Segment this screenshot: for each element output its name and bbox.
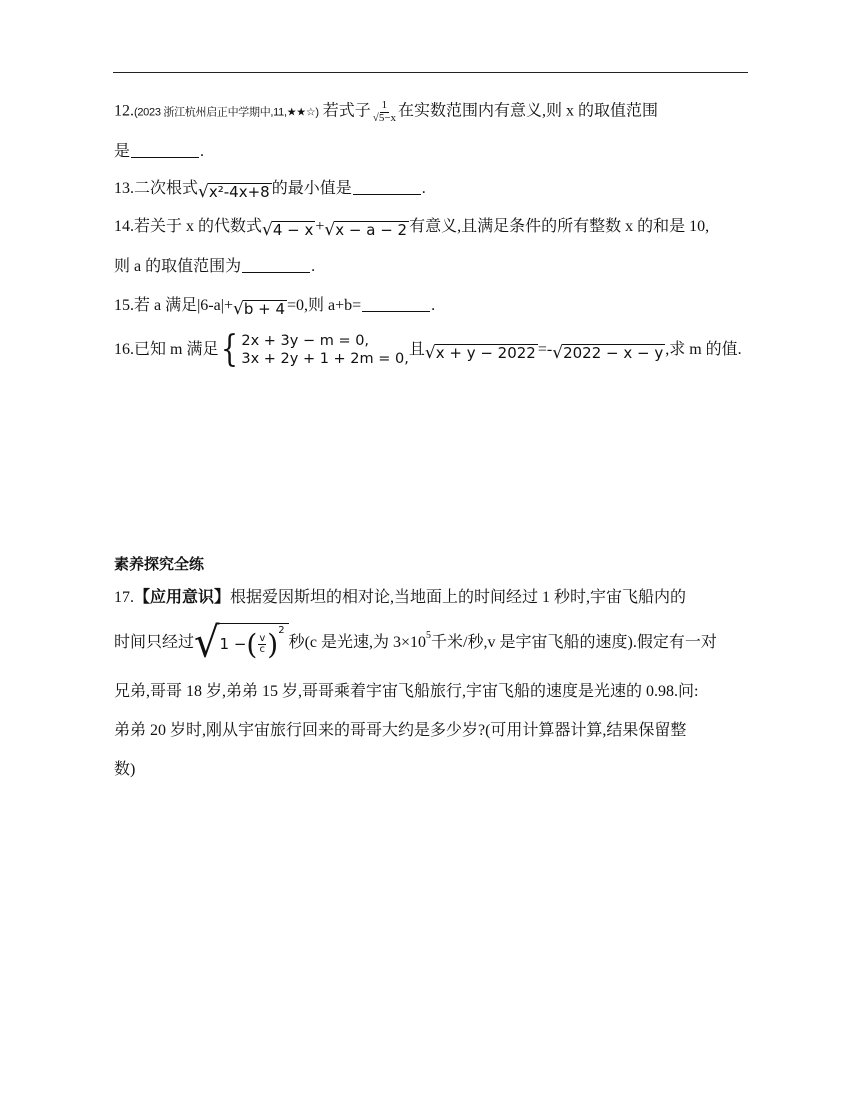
q12-answer-blank[interactable]	[131, 143, 199, 158]
q12-text-b: 在实数范围内有意义,则 x 的取值范围	[398, 102, 659, 120]
question-14-line-2	[114, 258, 315, 275]
q15-text-a: 15.若 a 满足|6-a|+	[114, 297, 233, 314]
question-14-line-1	[114, 219, 709, 239]
q17-radical: √ 1 − ( v c ) $^2$	[194, 623, 289, 663]
q17-line-2-b: 秒(c 是光速,为 3×10	[288, 634, 427, 651]
q14-plus: +	[315, 218, 325, 235]
q16-equation-system	[218, 328, 409, 370]
q12-end: .	[200, 143, 205, 160]
q15-answer-blank[interactable]	[362, 297, 430, 312]
q14-radical-2: √ x − a − 2	[324, 220, 408, 240]
q14-text-b: 有意义,且满足条件的所有整数 x 的和是 10,	[409, 218, 710, 235]
section-heading: 素养探究全练	[114, 556, 205, 573]
q17-c: c	[259, 644, 266, 655]
question-16	[114, 328, 742, 370]
q12-fraction	[372, 100, 397, 124]
left-brace-icon: {	[221, 328, 239, 370]
q16-text-a: 16.已知 m 满足	[114, 340, 219, 358]
q16-mid: =-	[537, 340, 553, 358]
q13-radicand: x²-4x+8	[208, 182, 270, 201]
q14-radicand-1: 4 − x	[272, 220, 314, 239]
question-17-line-3: 兄弟,哥哥 18 岁,弟弟 15 岁,哥哥乘着宇宙飞船旅行,宇宙飞船的速度是光速的 0.98.问:	[114, 683, 699, 700]
q12-text-c: 是	[114, 143, 131, 160]
question-12-line-2	[114, 143, 204, 160]
q14-answer-blank[interactable]	[242, 258, 310, 273]
q17-exponent: 5	[426, 630, 432, 641]
q13-answer-blank[interactable]	[353, 180, 421, 195]
q13-radical: √ x²-4x+8	[198, 182, 270, 202]
q17-v-over-c	[258, 634, 266, 656]
q17-line-1-text: 根据爱因斯坦的相对论,当地面上的时间经过 1 秒时,宇宙飞船内的	[230, 589, 687, 606]
q15-radical: √ b + 4	[232, 299, 285, 319]
q15-radicand: b + 4	[243, 299, 285, 318]
q14-radicand-2: x − a − 2	[335, 220, 408, 239]
q17-v: v	[259, 632, 266, 644]
q15-text-b: =0,则 a+b=	[286, 297, 362, 314]
q16-equation-1: 2x + 3y − m = 0,	[241, 333, 370, 349]
q16-radical-2: √ 2022 − x − y	[552, 342, 664, 363]
q13-end: .	[421, 180, 426, 197]
q16-radical-1: √ x + y − 2022	[424, 342, 536, 363]
q16-text-b: 且	[408, 340, 425, 358]
question-13	[114, 180, 426, 201]
q15-end: .	[431, 297, 436, 314]
q14-end: .	[311, 258, 316, 275]
q13-text-a: 13.二次根式	[114, 180, 199, 197]
question-17-line-4: 弟弟 20 岁时,刚从宇宙旅行回来的哥哥大约是多少岁?(可用计算器计算,结果保留整	[114, 722, 687, 739]
q17-number: 17.	[114, 589, 134, 606]
q17-square: 2	[278, 625, 285, 636]
q17-tag: 【应用意识】	[134, 589, 231, 606]
q14-text-a: 14.若关于 x 的代数式	[114, 218, 263, 235]
q12-source: (2023 浙江杭州启正中学期中,11,★★☆)	[134, 106, 319, 119]
q13-text-b: 的最小值是	[271, 180, 352, 197]
q14-line-2-text: 则 a 的取值范围为	[114, 258, 242, 275]
q12-frac-denominator: √5−x	[372, 111, 397, 124]
question-17-line-5: 数)	[114, 761, 136, 778]
question-17-line-1	[114, 590, 686, 606]
q16-radicand-1: x + y − 2022	[435, 343, 536, 362]
q12-frac-numerator: 1	[381, 99, 388, 111]
q17-line-2-a: 时间只经过	[114, 634, 195, 651]
q14-radical-1: √ 4 − x	[262, 220, 314, 240]
question-12-line-1	[114, 100, 658, 124]
header-rule	[113, 72, 748, 73]
q12-text-a: 若式子	[318, 102, 371, 120]
question-17-line-2	[114, 618, 717, 668]
q16-radicand-2: 2022 − x − y	[563, 343, 664, 362]
q17-line-2-c: 千米/秒,v 是宇宙飞船的速度).假定有一对	[431, 634, 717, 651]
q12-number: 12.	[114, 102, 134, 120]
q16-text-c: ,求 m 的值.	[665, 340, 742, 358]
question-15	[114, 297, 435, 318]
q16-equation-2: 3x + 2y + 1 + 2m = 0,	[241, 351, 409, 368]
q17-one-minus: 1 −	[219, 635, 247, 653]
